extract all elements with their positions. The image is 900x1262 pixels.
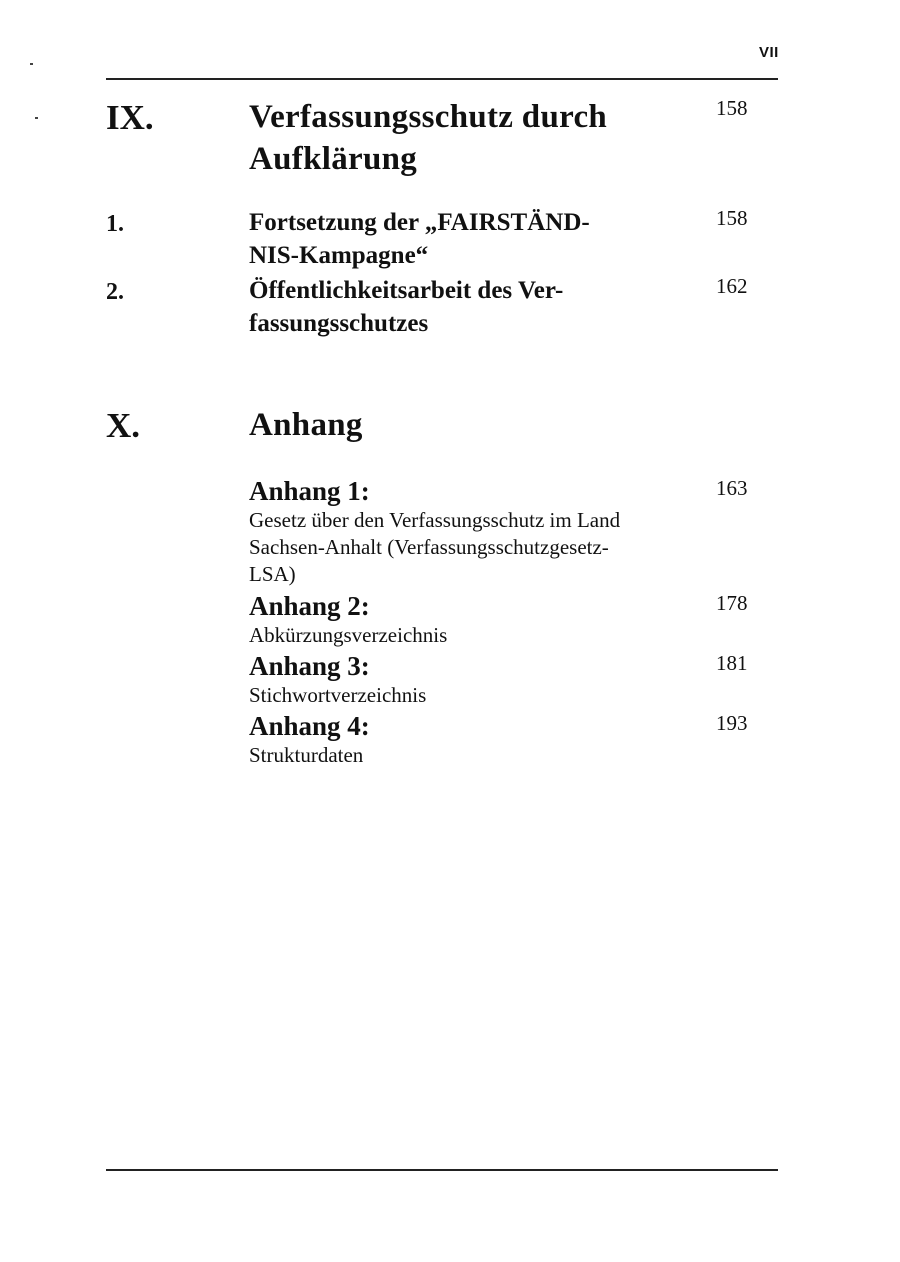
section-title — [249, 274, 689, 340]
section-title-line: Öffentlichkeitsarbeit des Ver- — [249, 277, 564, 304]
appendix-title: Anhang 3: — [249, 651, 370, 681]
chapter-number: X. — [106, 406, 141, 445]
page-ref: 162 — [716, 274, 748, 298]
section-number: 1. — [106, 211, 124, 237]
appendix-title: Anhang 4: — [249, 711, 370, 741]
appendix-description-line: LSA) — [249, 562, 296, 586]
chapter-title-line: Aufklärung — [249, 141, 418, 177]
page-ref: 158 — [716, 206, 748, 230]
section-title-line: fassungsschutzes — [249, 310, 429, 337]
page-ref: 178 — [716, 591, 748, 615]
section-number: 2. — [106, 279, 124, 305]
appendix-description-line: Stichwortverzeichnis — [249, 683, 427, 707]
chapter-title — [249, 96, 689, 180]
section-title-line: NIS-Kampagne“ — [249, 242, 429, 269]
appendix-description-line: Strukturdaten — [249, 743, 364, 767]
page-ref: 181 — [716, 651, 748, 675]
appendix-description-line: Gesetz über den Verfassungsschutz im Land — [249, 508, 621, 532]
bottom-rule — [106, 1169, 778, 1171]
appendix-title: Anhang 2: — [249, 591, 370, 621]
appendix-description — [249, 682, 689, 709]
page-ref: 158 — [716, 96, 748, 120]
chapter-title: Anhang — [249, 407, 363, 443]
appendix-description — [249, 622, 689, 649]
appendix-description-line: Abkürzungsverzeichnis — [249, 623, 448, 647]
appendix-description — [249, 742, 689, 769]
chapter-title-line: Verfassungsschutz durch — [249, 99, 608, 135]
page-ref: 163 — [716, 476, 748, 500]
top-rule — [106, 78, 778, 80]
appendix-description — [249, 507, 689, 588]
section-title-line: Fortsetzung der „FAIRSTÄND- — [249, 209, 590, 236]
appendix-title: Anhang 1: — [249, 476, 370, 506]
page-ref: 193 — [716, 711, 748, 735]
page-number: VII — [759, 44, 779, 61]
chapter-number: IX. — [106, 98, 154, 137]
scan-speck — [30, 63, 33, 65]
scan-speck — [35, 117, 38, 119]
appendix-description-line: Sachsen-Anhalt (Verfassungsschutzgesetz- — [249, 535, 609, 559]
section-title — [249, 206, 689, 272]
